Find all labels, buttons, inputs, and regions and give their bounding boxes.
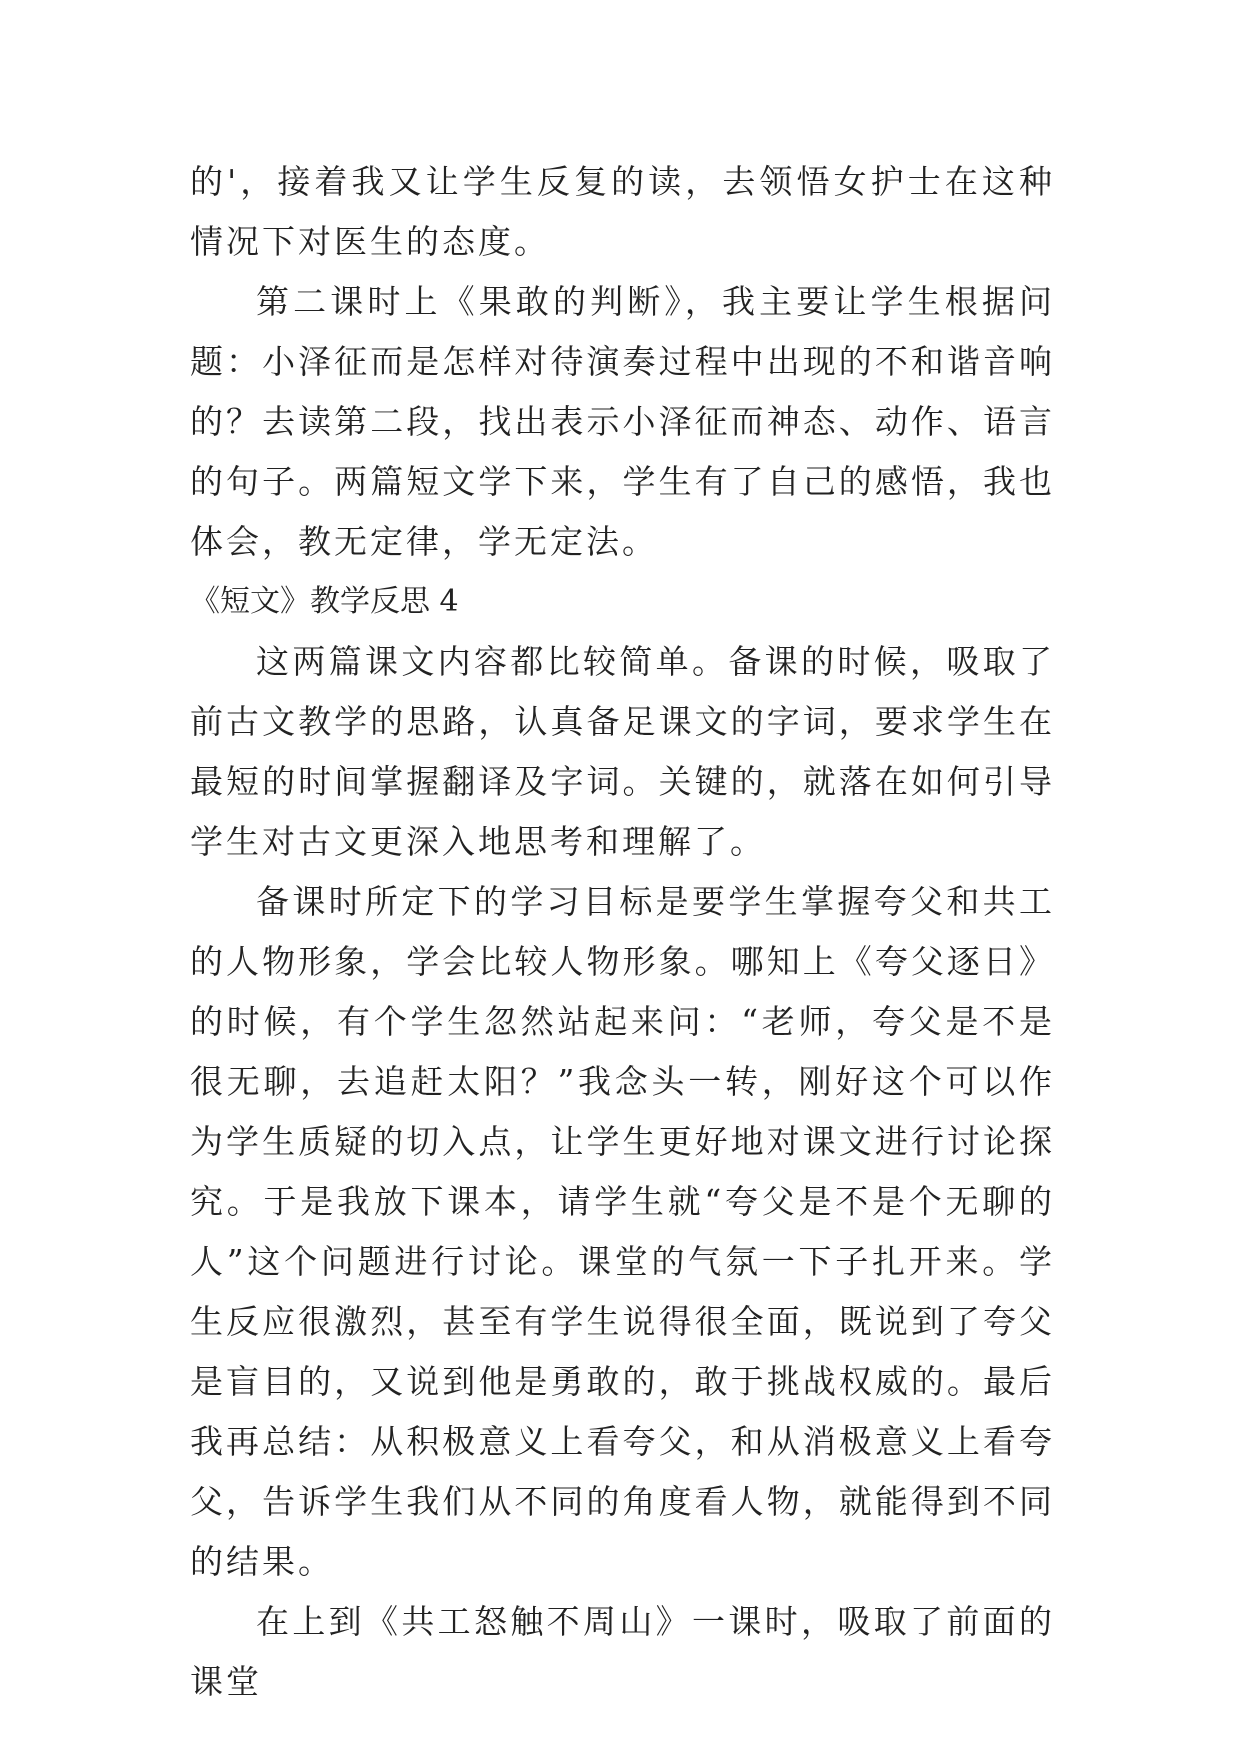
paragraph-second-lesson: 第二课时上《果敢的判断》，我主要让学生根据问题：小泽征而是怎样对待演奏过程中出现的不和谐音响的？去读第二段，找出表示小泽征而神态、动作、语言的句子。两篇短文学下来，学生有了自己的感悟，我也体会，教无定律，学无定法。 [190,282,1055,561]
paragraph-continuation: 的'，接着我又让学生反复的读，去领悟女护士在这种情况下对医生的态度。 [190,162,1055,261]
section-heading: 《短文》教学反思 4 [190,584,459,619]
paragraph-lesson-prep: 这两篇课文内容都比较简单。备课的时候，吸取了前古文教学的思路，认真备足课文的字词，要求学生在最短的时间掌握翻译及字词。关键的，就落在如何引导学生对古文更深入地思考和理解了。 [190,642,1055,861]
document-body [190,152,1055,1712]
paragraph-learning-goals: 备课时所定下的学习目标是要学生掌握夸父和共工的人物形象，学会比较人物形象。哪知上《夸父逐日》的时候，有个学生忽然站起来问：“老师，夸父是不是很无聊，去追赶太阳？”我念头一转，刚好这个可以作为学生质疑的切入点，让学生更好地对课文进行讨论探究。于是我放下课本，请学生就“夸父是不是个无聊的人”这个问题进行讨论。课堂的气氛一下子扎开来。学生反应很激烈，甚至有学生说得很全面，既说到了夸父是盲目的，又说到他是勇敢的，敢于挑战权威的。最后我再总结：从积极意义上看夸父，和从消极意义上看夸父，告诉学生我们从不同的角度看人物，就能得到不同的结果。 [190,882,1055,1581]
paragraph-gonggong-lesson: 在上到《共工怒触不周山》一课时，吸取了前面的课堂 [190,1602,1055,1701]
